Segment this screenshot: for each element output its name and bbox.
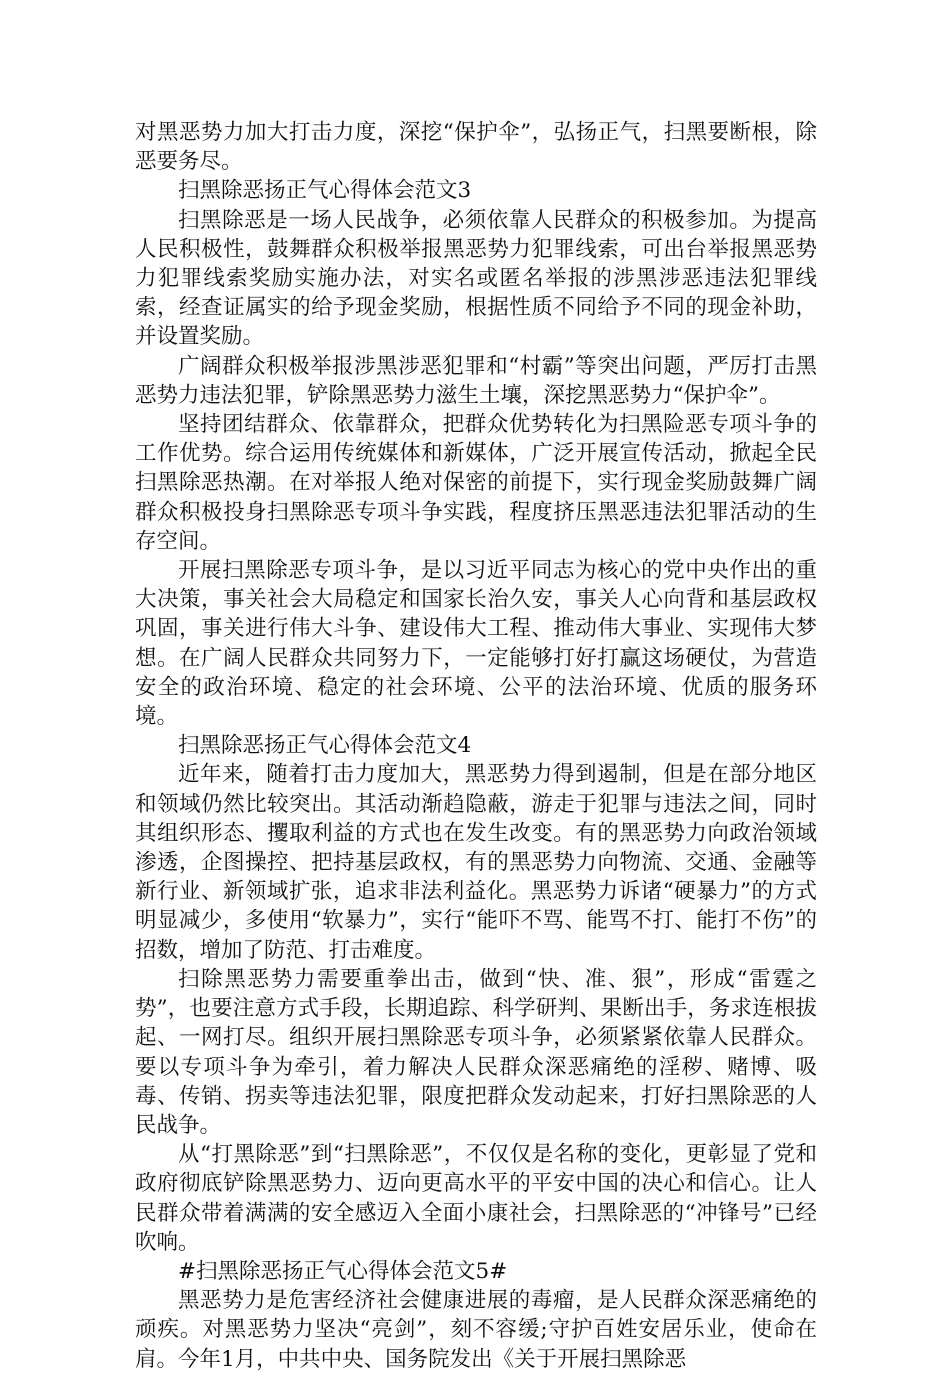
paragraph: 从“打黑除恶”到“扫黑除恶”，不仅仅是名称的变化，更彰显了党和政府彻底铲除黑恶势力、迈向更高水平的平安中国的决心和信心。让人民群众带着满满的安全感迈入全面小康社会，扫黑除恶的“冲锋号”已经吹响。 [135, 1142, 817, 1255]
paragraph: 近年来，随着打击力度加大，黑恶势力得到遏制，但是在部分地区和领域仍然比较突出。其活动渐趋隐蔽，游走于犯罪与违法之间，同时其组织形态、攫取利益的方式也在发生改变。有的黑恶势力向政治领域渗透，企图操控、把持基层政权，有的黑恶势力向物流、交通、金融等新行业、新领域扩张，追求非法利益化。黑恶势力诉诸“硬暴力”的方式明显减少，多使用“软暴力”，实行“能吓不骂、能骂不打、能打不伤”的招数，增加了防范、打击难度。 [135, 762, 817, 963]
paragraph: 扫除黑恶势力需要重拳出击，做到“快、准、狠”，形成“雷霆之势”，也要注意方式手段，长期追踪、科学研判、果断出手，务求连根拔起、一网打尽。组织开展扫黑除恶专项斗争，必须紧紧依靠人民群众。要以专项斗争为牵引，着力解决人民群众深恶痛绝的淫秽、赌博、吸毒、传销、拐卖等违法犯罪，限度把群众发动起来，打好扫黑除恶的人民战争。 [135, 966, 817, 1138]
section-heading-3: 扫黑除恶扬正气心得体会范文3 [178, 178, 472, 204]
paragraph-continued: 对黑恶势力加大打击力度，深挖“保护伞”，弘扬正气，扫黑要断根，除恶要务尽。 [135, 120, 817, 175]
paragraph: 扫黑除恶是一场人民战争，必须依靠人民群众的积极参加。为提高人民积极性，鼓舞群众积极举报黑恶势力犯罪线索，可出台举报黑恶势力犯罪线索奖励实施办法，对实名或匿名举报的涉黑涉恶违法犯罪线索，经查证属实的给予现金奖励，根据性质不同给予不同的现金补助，并设置奖励。 [135, 207, 817, 350]
paragraph: 开展扫黑除恶专项斗争，是以习近平同志为核心的党中央作出的重大决策，事关社会大局稳定和国家长治久安，事关人心向背和基层政权巩固，事关进行伟大斗争、建设伟大工程、推动伟大事业、实现伟大梦想。在广阔人民群众共同努力下，一定能够打好打赢这场硬仗，为营造安全的政治环境、稳定的社会环境、公平的法治环境、优质的服务环境。 [135, 558, 817, 730]
section-heading-4: 扫黑除恶扬正气心得体会范文4 [178, 733, 472, 759]
paragraph: 黑恶势力是危害经济社会健康进展的毒瘤，是人民群众深恶痛绝的顽疾。对黑恶势力坚决“亮剑”，刻不容缓;守护百姓安居乐业，使命在肩。今年1月，中共中央、国务院发出《关于开展扫黑除恶 [135, 1288, 817, 1372]
paragraph: 坚持团结群众、依靠群众，把群众优势转化为扫黑险恶专项斗争的工作优势。综合运用传统媒体和新媒体，广泛开展宣传活动，掀起全民扫黑除恶热潮。在对举报人绝对保密的前提下，实行现金奖励鼓舞广阔群众积极投身扫黑除恶专项斗争实践，程度挤压黑恶违法犯罪活动的生存空间。 [135, 412, 817, 554]
paragraph: 广阔群众积极举报涉黑涉恶犯罪和“村霸”等突出问题，严厉打击黑恶势力违法犯罪，铲除黑恶势力滋生土壤，深挖黑恶势力“保护伞”。 [135, 353, 817, 408]
section-heading-5: #扫黑除恶扬正气心得体会范文5# [178, 1258, 508, 1284]
document-body [135, 118, 817, 1374]
